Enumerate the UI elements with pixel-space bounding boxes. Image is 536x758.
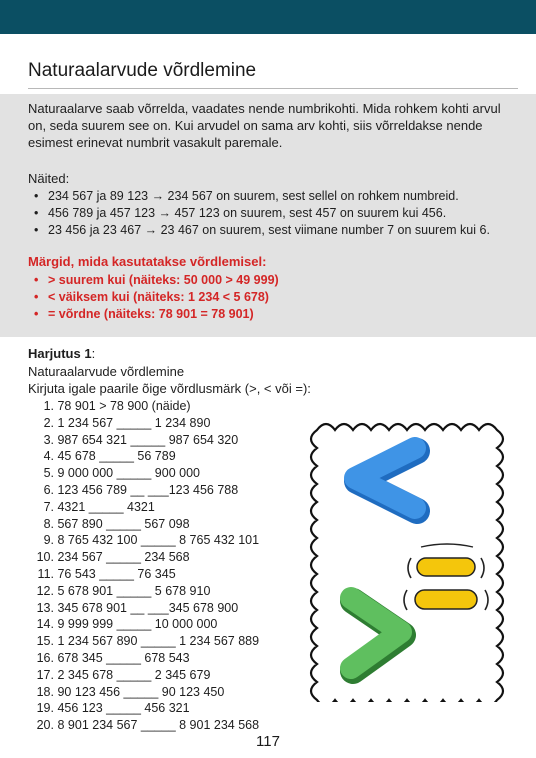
signs-list: [28, 272, 279, 323]
exercise-item: [28, 465, 259, 482]
exercise-item-text: 987 654 321 _____ 987 654 320: [57, 432, 239, 447]
exercise-list: [28, 398, 259, 734]
exercise-label: Harjutus 1: [28, 346, 92, 361]
exercise-item: [28, 532, 259, 549]
comparison-signs-illustration: [295, 412, 525, 702]
exercise-item: [28, 717, 259, 734]
exercise-item: [28, 432, 259, 449]
exercise-item-text: 9 999 999 _____ 10 000 000: [57, 617, 218, 632]
sign-item-equal: • = võrdne (näiteks: 78 901 = 78 901): [28, 306, 279, 323]
exercise-item-number: 19.: [36, 701, 54, 716]
exercise-item: [28, 482, 259, 499]
exercise-item-text: 8 765 432 100 _____ 8 765 432 101: [57, 533, 260, 548]
exercise-item-number: 9.: [43, 533, 54, 548]
exercise-item-number: 16.: [36, 650, 54, 665]
exercise-item: [28, 633, 259, 650]
exercise-item: [28, 398, 259, 415]
exercise-item-number: 2.: [43, 415, 54, 430]
exercise-subtitle: Naturaalarvude võrdlemine: [28, 364, 185, 379]
title-divider: [28, 88, 518, 89]
exercise-item-number: 12.: [36, 583, 54, 598]
exercise-item-text: 1 234 567 _____ 1 234 890: [57, 415, 211, 430]
exercise-item: [28, 684, 259, 701]
exercise-item: [28, 667, 259, 684]
exercise-item: [28, 516, 259, 533]
info-box: [0, 94, 536, 337]
exercise-item-number: 4.: [43, 449, 54, 464]
examples-heading: Näited:: [28, 171, 70, 186]
exercise-title: [28, 346, 95, 361]
exercise-item-number: 11.: [37, 566, 54, 581]
exercise-item-number: 7.: [43, 499, 54, 514]
exercise-item-number: 20.: [36, 718, 54, 733]
exercise-item-text: 123 456 789 __ ___123 456 788: [57, 482, 239, 497]
exercise-item-number: 8.: [43, 516, 54, 531]
sign-item-greater: • > suurem kui (näiteks: 50 000 > 49 999): [28, 272, 279, 289]
exercise-item-text: 45 678 _____ 56 789: [57, 449, 176, 464]
exercise-item: [28, 583, 259, 600]
exercise-item-text: 567 890 _____ 567 098: [57, 516, 190, 531]
exercise-item: [28, 700, 259, 717]
exercise-item-number: 18.: [36, 684, 54, 699]
exercise-item-text: 1 234 567 890 _____ 1 234 567 889: [57, 634, 260, 649]
exercise-item-number: 15.: [36, 634, 54, 649]
exercise-item-text: 90 123 456 _____ 90 123 450: [57, 684, 225, 699]
page-number: 117: [256, 733, 280, 750]
example-item: • 234 567 ja 89 123 → 234 567 on suurem, sest sellel on rohkem numbreid.: [28, 188, 490, 205]
exercise-item-text: 9 000 000 _____ 900 000: [57, 466, 200, 481]
exercise-item-text: 76 543 _____ 76 345: [57, 566, 176, 581]
exercise-item-number: 14.: [36, 617, 54, 632]
exercise-item: [28, 448, 259, 465]
exercise-item: [28, 600, 259, 617]
header-bar: [0, 0, 536, 34]
exercise-item-text: 234 567 _____ 234 568: [57, 550, 190, 565]
exercise-item: [28, 499, 259, 516]
exercise-item: [28, 616, 259, 633]
exercise-item-text: 8 901 234 567 _____ 8 901 234 568: [57, 718, 260, 733]
exercise-item: [28, 415, 259, 432]
exercise-item-text: 4321 _____ 4321: [57, 499, 155, 514]
exercise-item-number: 10.: [36, 550, 54, 565]
exercise-item-text: 78 901 > 78 900 (näide): [57, 399, 191, 413]
exercise-item-text: 2 345 678 _____ 2 345 679: [57, 667, 211, 682]
info-paragraph: Naturaalarve saab võrrelda, vaadates nende numbrikohti. Mida rohkem kohti arvul on, seda suurem see on. Kui arvudel on sama arv kohti, siis võrreldakse nende esimest erinevat numbrit vasakult paremale.: [28, 101, 501, 150]
example-item: • 456 789 ja 457 123 → 457 123 on suurem, sest 457 on suurem kui 456.: [28, 205, 490, 222]
signs-heading: Märgid, mida kasutatakse võrdlemisel:: [28, 254, 267, 269]
exercise-item-number: 6.: [43, 482, 54, 497]
exercise-item-number: 3.: [43, 432, 54, 447]
exercise-item-number: 1.: [43, 399, 54, 413]
exercise-item-number: 5.: [43, 466, 54, 481]
exercise-item-text: 345 678 901 __ ___345 678 900: [57, 600, 239, 615]
exercise-item-text: 456 123 _____ 456 321: [57, 701, 190, 716]
exercise-item: [28, 650, 259, 667]
sign-item-less: • < väiksem kui (näiteks: 1 234 < 5 678): [28, 289, 279, 306]
exercise-instruction: Kirjuta igale paarile õige võrdlusmärk (>, < või =):: [28, 381, 311, 396]
exercise-item-number: 13.: [36, 600, 54, 615]
exercise-label-suffix: :: [91, 346, 96, 361]
examples-list: [28, 188, 490, 239]
exercise-item-text: 5 678 901 _____ 5 678 910: [57, 583, 211, 598]
exercise-item-number: 17.: [36, 667, 54, 682]
exercise-item-text: 678 345 _____ 678 543: [57, 650, 190, 665]
exercise-item: [28, 566, 259, 583]
example-item: • 23 456 ja 23 467 → 23 467 on suurem, sest viimane number 7 on suurem kui 6.: [28, 222, 490, 239]
exercise-item: [28, 549, 259, 566]
page-title: Naturaalarvude võrdlemine: [28, 60, 257, 81]
